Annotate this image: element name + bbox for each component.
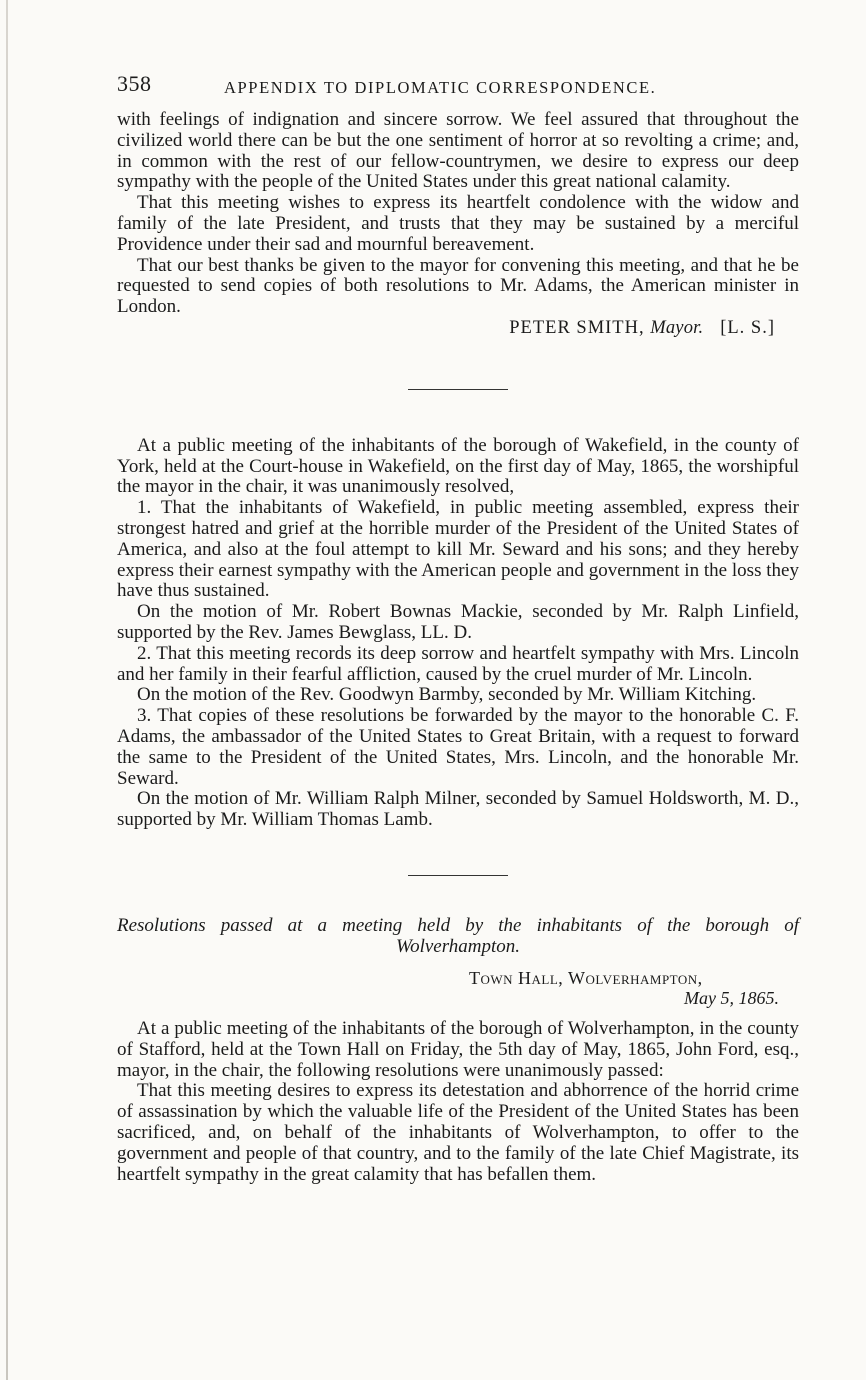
motion-note: On the motion of Mr. William Ralph Milner, seconded by Samuel Holdsworth, M. D., supported by Mr. William Thomas Lamb. bbox=[117, 788, 799, 831]
motion-note: On the motion of Mr. Robert Bownas Mackie, seconded by Mr. Ralph Linfield, supported by the Rev. James Bewglass, LL. D. bbox=[117, 601, 799, 643]
paragraph: At a public meeting of the inhabitants of the borough of Wolverhampton, in the county of Stafford, held at the Town Hall on Friday, the 5th day of May, 1865, John Ford, esq., mayor, in the chair, the following resolutions were unanimously passed: bbox=[117, 1018, 799, 1081]
section-divider bbox=[408, 875, 508, 876]
wakefield-resolutions bbox=[117, 436, 799, 831]
resolution-1: 1. That the inhabitants of Wakefield, in public meeting assembled, express their strongest hatred and grief at the horrible murder of the President of the United States of America, and also at the foul attempt to kill Mr. Seward and his sons; and they hereby express their earnest sympathy with the American people and government in the loss they have thus sustained. bbox=[117, 497, 799, 602]
section-divider bbox=[408, 389, 508, 390]
dateline bbox=[117, 968, 799, 1010]
dateline-date-text: May 5, 1865. bbox=[684, 988, 779, 1009]
paragraph: That this meeting desires to express its detestation and abhorrence of the horrid crime of assassination by which the valuable life of the President of the United States has been sacrificed, and, on behalf of the inhabitants of Wolverhampton, to offer to the government and people of that country, and to the family of the late Chief Magistrate, its heartfelt sympathy in the great calamity that has befallen them. bbox=[117, 1080, 799, 1185]
dateline-date bbox=[469, 988, 799, 1009]
page-edge bbox=[6, 0, 8, 1380]
section-heading bbox=[117, 916, 799, 958]
resolution-2: 2. That this meeting records its deep sorrow and heartfelt sympathy with Mrs. Lincoln and her family in their fearful affliction, caused by the cruel murder of Mr. Lincoln. bbox=[117, 642, 799, 685]
wolverhampton-resolutions bbox=[117, 916, 799, 1186]
running-title: APPENDIX TO DIPLOMATIC CORRESPONDENCE. bbox=[224, 78, 657, 97]
paragraph: That our best thanks be given to the mayor for convening this meeting, and that he be requested to send copies of both resolutions to Mr. Adams, the American minister in London. bbox=[117, 254, 799, 318]
resolution-3: 3. That copies of these resolutions be forwarded by the mayor to the honorable C. F. Adams, the ambassador of the United States to Great Britain, with a request to forward the same to the President of the United States, Mrs. Lincoln, and the honorable Mr. Seward. bbox=[117, 705, 799, 789]
signature bbox=[117, 318, 799, 339]
paragraph: with feelings of indignation and sincere sorrow. We feel assured that throughout the civilized world there can be but the one sentiment of horror at so revolting a crime; and, in common with the rest of our fellow-countrymen, we desire to express our deep sympathy with the people of the United States under this great national calamity. bbox=[117, 109, 799, 193]
paragraph: That this meeting wishes to express its heartfelt condolence with the widow and family of the late President, and trusts that they may be sustained by a merciful Providence under their sad and mournful bereavement. bbox=[117, 192, 799, 255]
motion-note: On the motion of the Rev. Goodwyn Barmby, seconded by Mr. William Kitching. bbox=[137, 684, 757, 706]
paragraph: At a public meeting of the inhabitants of the borough of Wakefield, in the county of York, held at the Court-house in Wakefield, on the first day of May, 1865, the worshipful the mayor in the chair, it was unanimously resolved, bbox=[117, 434, 799, 498]
signature-name: PETER SMITH, bbox=[509, 317, 645, 338]
document-page bbox=[117, 66, 799, 1185]
seal-mark: [L. S.] bbox=[720, 317, 775, 338]
running-header bbox=[117, 66, 799, 110]
page-number: 358 bbox=[117, 71, 152, 96]
signature-title: Mayor. bbox=[650, 317, 704, 338]
heading-line: Resolutions passed at a meeting held by the inhabitants of the borough of bbox=[117, 914, 799, 936]
dateline-place: Town Hall, Wolverhampton, bbox=[469, 967, 703, 988]
letter-continuation bbox=[117, 110, 799, 339]
heading-line: Wolverhampton. bbox=[395, 935, 521, 957]
